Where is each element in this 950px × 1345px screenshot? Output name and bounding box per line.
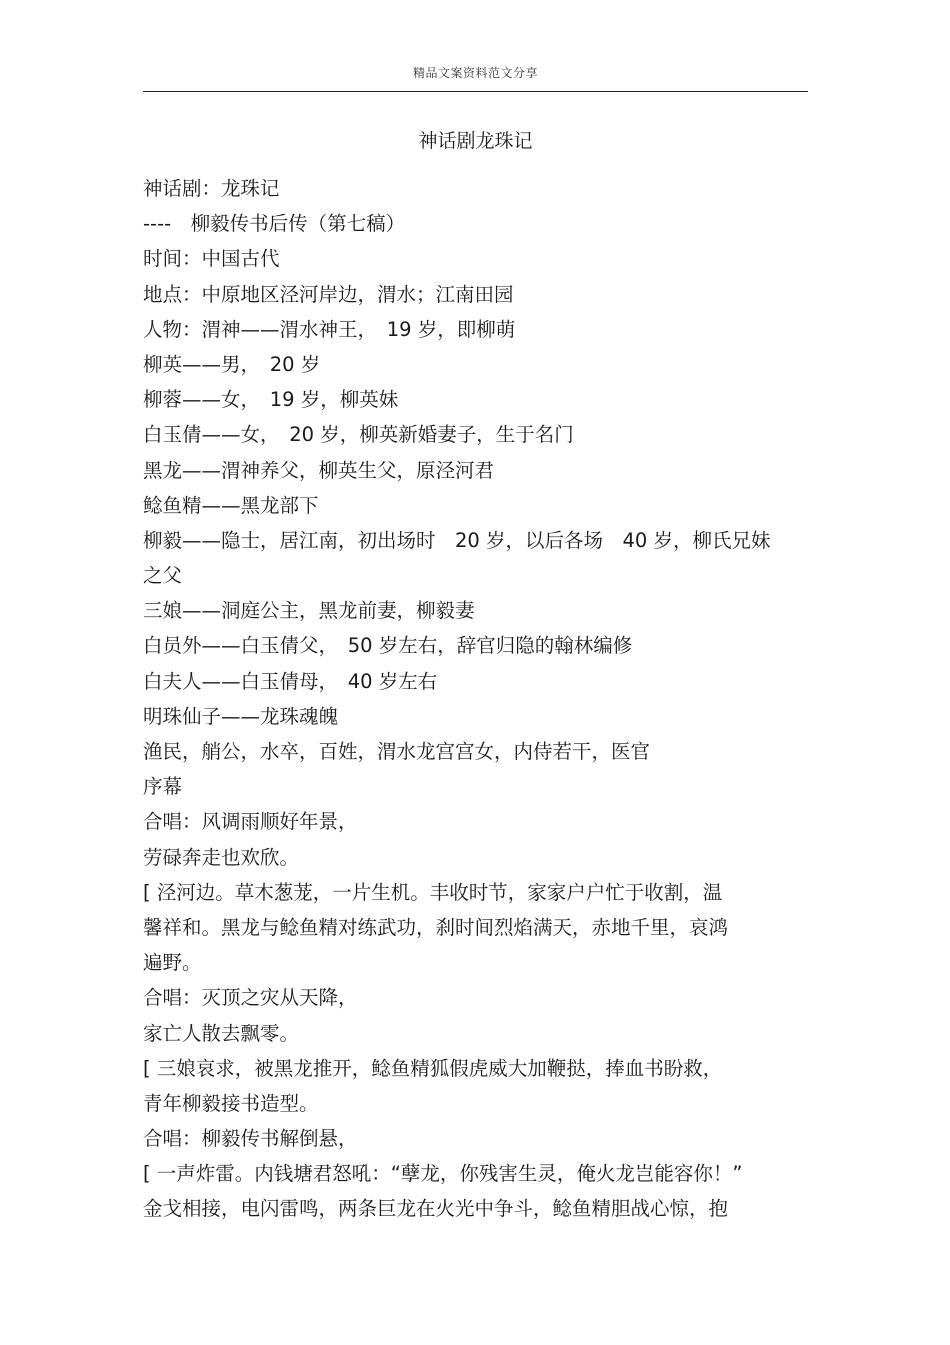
text-line: 人物：渭神——渭水神王， 19 岁，即柳萌 [143, 317, 516, 341]
text-line: 白玉倩——女， 20 岁，柳英新婚妻子，生于名门 [143, 423, 574, 447]
text-line: ---- 柳毅传书后传（第七稿） [143, 212, 406, 236]
text-line: 金戈相接，电闪雷鸣，两条巨龙在火光中争斗，鲶鱼精胆战心惊，抱 [143, 1197, 729, 1221]
text-line: 柳英——男， 20 岁 [143, 352, 321, 376]
text-line: [ 泾河边。草木葱茏，一片生机。丰收时节，家家户户忙于收割，温 [143, 880, 723, 904]
text-line: 柳蓉——女， 19 岁，柳英妹 [143, 388, 399, 412]
text-line: [ 一声炸雷。内钱塘君怒吼：“孽龙，你残害生灵，俺火龙岂能容你！” [143, 1162, 743, 1186]
text-line: 白员外——白玉倩父， 50 岁左右，辞官归隐的翰林编修 [143, 634, 633, 658]
text-line: 鲶鱼精——黑龙部下 [143, 493, 319, 517]
text-line: 家亡人散去飘零。 [143, 1021, 300, 1045]
text-line: 柳毅——隐士，居江南，初出场时 20 岁，以后各场 40 岁，柳氏兄妹 [143, 528, 771, 552]
text-line: 神话剧：龙珠记 [143, 177, 280, 200]
text-line: 合唱：风调雨顺好年景， [143, 810, 358, 834]
text-line: 白夫人——白玉倩母， 40 岁左右 [143, 669, 438, 693]
text-line: 遍野。 [143, 951, 202, 975]
text-line: 渔民，艄公，水卒，百姓，渭水龙宫宫女，内侍若干，医官 [143, 740, 651, 763]
text-line: 劳碌奔走也欢欣。 [143, 845, 300, 869]
page-header: 精品文案资料范文分享 [412, 66, 538, 80]
text-line: 地点：中原地区泾河岸边，渭水；江南田园 [143, 282, 514, 306]
text-line: 时间：中国古代 [143, 247, 280, 271]
text-line: 明珠仙子——龙珠魂魄 [143, 704, 339, 728]
document-title: 神话剧龙珠记 [418, 130, 533, 152]
text-line: [ 三娘哀求，被黑龙推开，鲶鱼精狐假虎威大加鞭挞，捧血书盼救， [143, 1056, 723, 1080]
section-heading: 序幕 [143, 775, 183, 799]
text-line: 合唱：柳毅传书解倒悬， [143, 1127, 358, 1151]
text-line: 合唱：灭顶之灾从天降， [143, 986, 358, 1010]
text-line: 馨祥和。黑龙与鲶鱼精对练武功，刹时间烈焰满天，赤地千里，哀鸿 [143, 915, 729, 939]
text-line: 黑龙——渭神养父，柳英生父，原泾河君 [143, 458, 495, 482]
text-line: 青年柳毅接书造型。 [143, 1091, 319, 1115]
text-line: 之父 [143, 564, 183, 588]
document-body [143, 171, 808, 1227]
text-line: 三娘——洞庭公主，黑龙前妻，柳毅妻 [143, 599, 475, 623]
header-divider [143, 91, 808, 92]
